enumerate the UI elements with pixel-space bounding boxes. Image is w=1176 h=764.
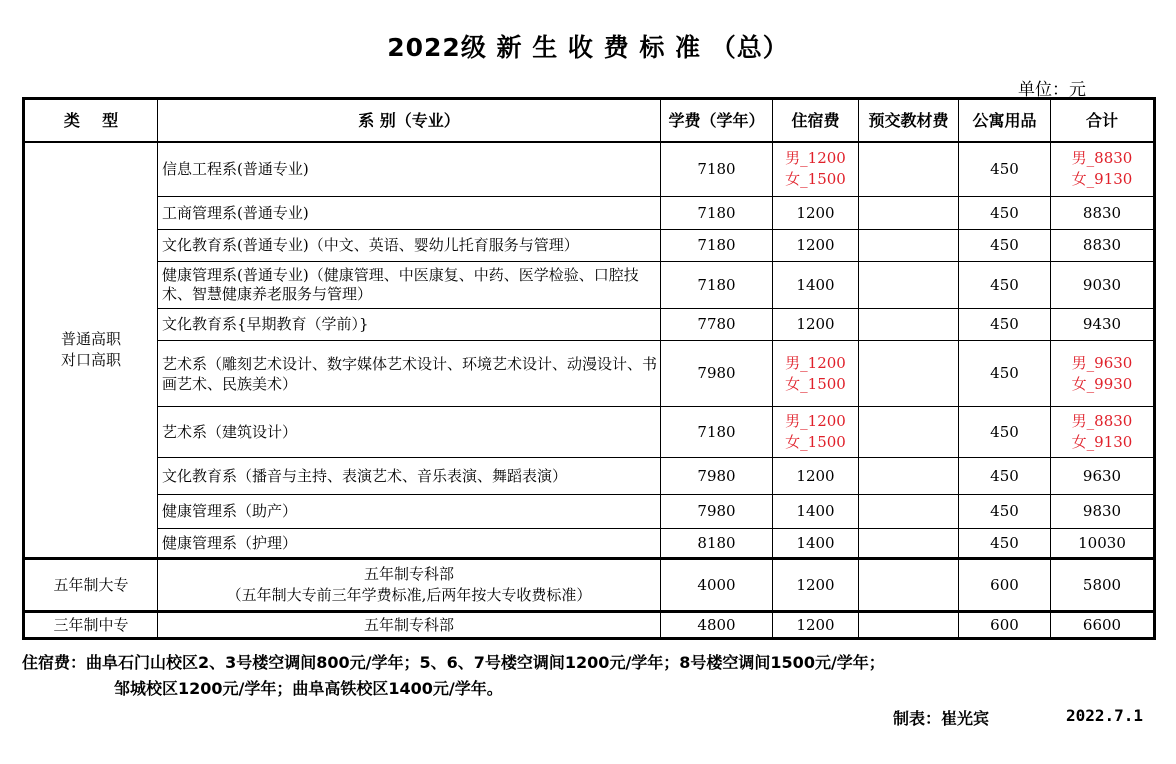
books-cell — [859, 230, 959, 262]
lodging-cell: 男_1200 女_1500 — [773, 142, 859, 197]
major-cell: 健康管理系（助产） — [158, 495, 661, 529]
category-cell: 普通高职 对口高职 — [24, 142, 158, 559]
col-header-books: 预交教材费 — [859, 99, 959, 142]
page-title: 2022级 新 生 收 费 标 准 （总） — [387, 33, 789, 62]
footnote-line-2: 邹城校区1200元/学年；曲阜高铁校区1400元/学年。 — [114, 679, 503, 698]
tuition-cell: 7180 — [661, 407, 773, 458]
table-row-three-year — [24, 612, 1155, 639]
total-cell: 男_8830 女_9130 — [1051, 407, 1155, 458]
table-row-five-year — [24, 559, 1155, 612]
lodging-cell: 1400 — [773, 262, 859, 309]
table-row — [24, 197, 1155, 230]
books-cell — [859, 407, 959, 458]
footnote-line-1: 住宿费：曲阜石门山校区2、3号楼空调间800元/学年；5、6、7号楼空调间1200元/学年；8号楼空调间1500元/学年； — [22, 653, 885, 672]
table-row — [24, 495, 1155, 529]
lodging-cell: 1400 — [773, 495, 859, 529]
col-header-type: 类 型 — [24, 99, 158, 142]
total-cell: 9030 — [1051, 262, 1155, 309]
lodging-cell: 1200 — [773, 230, 859, 262]
major-cell: 艺术系（雕刻艺术设计、数字媒体艺术设计、环境艺术设计、动漫设计、书画艺术、民族美术） — [158, 341, 661, 407]
table-date: 2022.7.1 — [1066, 706, 1144, 725]
header-row — [24, 99, 1155, 142]
total-cell: 男_8830 女_9130 — [1051, 142, 1155, 197]
total-cell: 6600 — [1051, 612, 1155, 639]
tuition-cell: 7780 — [661, 309, 773, 341]
supplies-cell: 450 — [959, 407, 1051, 458]
table-row — [24, 458, 1155, 495]
tuition-cell: 7980 — [661, 341, 773, 407]
major-cell: 健康管理系(普通专业)（健康管理、中医康复、中药、医学检验、口腔技术、智慧健康养老服务与管理） — [158, 262, 661, 309]
lodging-cell: 1200 — [773, 559, 859, 612]
total-cell: 9630 — [1051, 458, 1155, 495]
major-cell: 艺术系（建筑设计） — [158, 407, 661, 458]
table-row — [24, 407, 1155, 458]
books-cell — [859, 142, 959, 197]
tuition-cell: 7980 — [661, 495, 773, 529]
lodging-cell: 1200 — [773, 309, 859, 341]
lodging-cell: 男_1200 女_1500 — [773, 341, 859, 407]
books-cell — [859, 309, 959, 341]
major-cell: 文化教育系（播音与主持、表演艺术、音乐表演、舞蹈表演） — [158, 458, 661, 495]
total-cell: 男_9630 女_9930 — [1051, 341, 1155, 407]
books-cell — [859, 458, 959, 495]
table-row — [24, 341, 1155, 407]
table-row — [24, 142, 1155, 197]
category-cell: 三年制中专 — [24, 612, 158, 639]
table-row — [24, 529, 1155, 559]
major-cell: 五年制专科部 （五年制大专前三年学费标准,后两年按大专收费标准） — [158, 559, 661, 612]
category-cell: 五年制大专 — [24, 559, 158, 612]
table-row — [24, 309, 1155, 341]
supplies-cell: 450 — [959, 341, 1051, 407]
lodging-cell: 1400 — [773, 529, 859, 559]
major-cell: 信息工程系(普通专业) — [158, 142, 661, 197]
tuition-cell: 7980 — [661, 458, 773, 495]
supplies-cell: 450 — [959, 262, 1051, 309]
tuition-cell: 4000 — [661, 559, 773, 612]
major-cell: 五年制专科部 — [158, 612, 661, 639]
col-header-lodging: 住宿费 — [773, 99, 859, 142]
col-header-total: 合计 — [1051, 99, 1155, 142]
total-cell: 9830 — [1051, 495, 1155, 529]
lodging-cell: 男_1200 女_1500 — [773, 407, 859, 458]
table-maker: 制表：崔光宾 — [893, 709, 990, 728]
tuition-cell: 4800 — [661, 612, 773, 639]
supplies-cell: 450 — [959, 309, 1051, 341]
total-cell: 8830 — [1051, 197, 1155, 230]
lodging-footnote — [22, 650, 885, 702]
supplies-cell: 450 — [959, 197, 1051, 230]
tuition-cell: 7180 — [661, 142, 773, 197]
books-cell — [859, 262, 959, 309]
books-cell — [859, 341, 959, 407]
supplies-cell: 600 — [959, 559, 1051, 612]
table-row — [24, 262, 1155, 309]
lodging-cell: 1200 — [773, 197, 859, 230]
supplies-cell: 450 — [959, 142, 1051, 197]
tuition-cell: 7180 — [661, 262, 773, 309]
total-cell: 5800 — [1051, 559, 1155, 612]
books-cell — [859, 197, 959, 230]
books-cell — [859, 495, 959, 529]
col-header-major: 系 别（专业） — [158, 99, 661, 142]
major-cell: 健康管理系（护理） — [158, 529, 661, 559]
supplies-cell: 450 — [959, 230, 1051, 262]
supplies-cell: 450 — [959, 458, 1051, 495]
total-cell: 10030 — [1051, 529, 1155, 559]
supplies-cell: 450 — [959, 529, 1051, 559]
fee-table — [22, 97, 1156, 640]
books-cell — [859, 612, 959, 639]
books-cell — [859, 559, 959, 612]
supplies-cell: 600 — [959, 612, 1051, 639]
major-cell: 工商管理系(普通专业) — [158, 197, 661, 230]
lodging-cell: 1200 — [773, 612, 859, 639]
tuition-cell: 8180 — [661, 529, 773, 559]
tuition-cell: 7180 — [661, 230, 773, 262]
total-cell: 9430 — [1051, 309, 1155, 341]
lodging-cell: 1200 — [773, 458, 859, 495]
tuition-cell: 7180 — [661, 197, 773, 230]
major-cell: 文化教育系(普通专业)（中文、英语、婴幼儿托育服务与管理） — [158, 230, 661, 262]
supplies-cell: 450 — [959, 495, 1051, 529]
col-header-supplies: 公寓用品 — [959, 99, 1051, 142]
books-cell — [859, 529, 959, 559]
unit-label: 单位：元 — [1018, 80, 1086, 100]
major-cell: 文化教育系{早期教育（学前）} — [158, 309, 661, 341]
table-row — [24, 230, 1155, 262]
col-header-tuition: 学费（学年） — [661, 99, 773, 142]
total-cell: 8830 — [1051, 230, 1155, 262]
